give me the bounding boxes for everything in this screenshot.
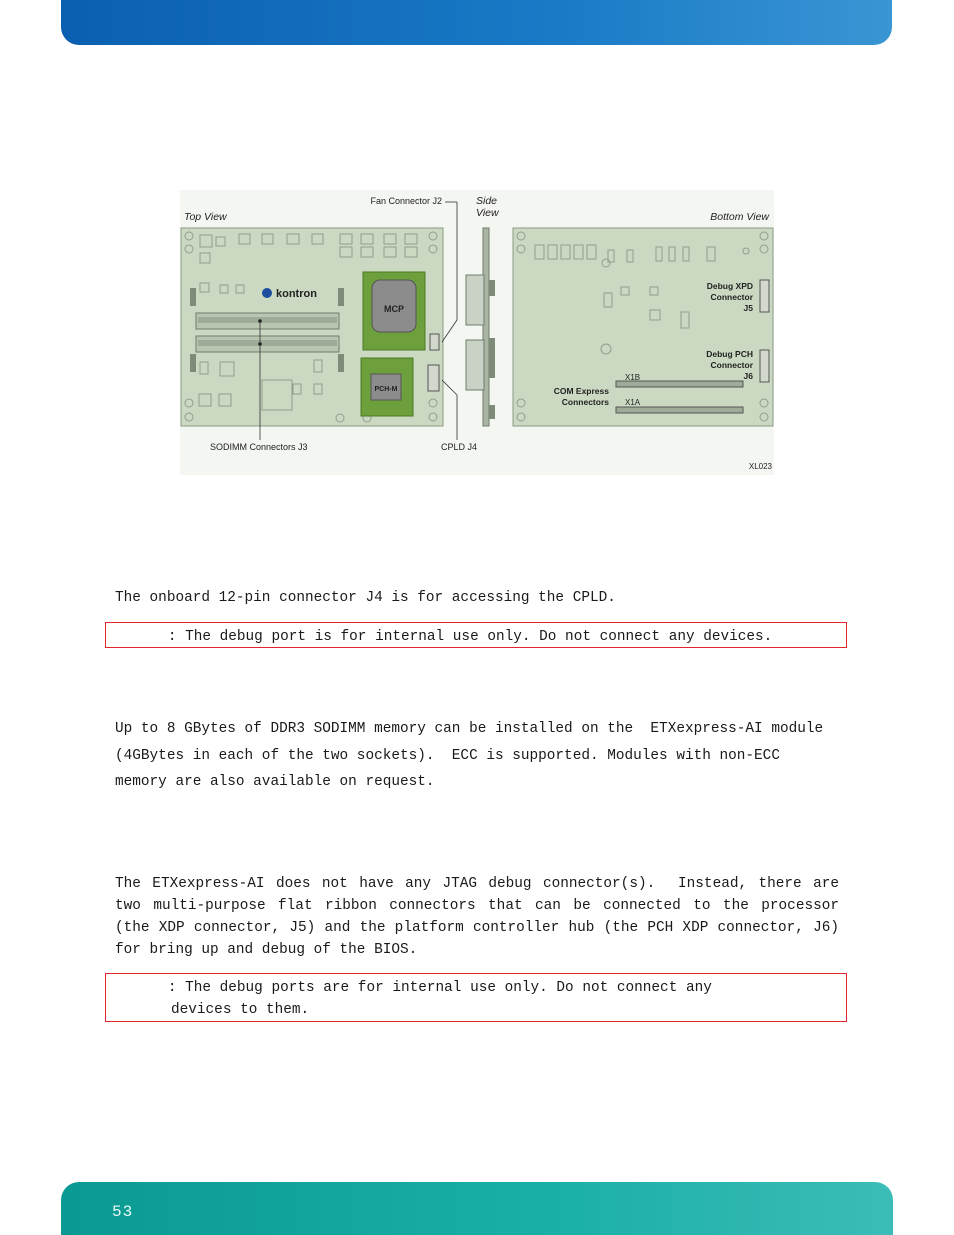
side-view-board <box>483 228 489 426</box>
debug-pch-label-2: Connector <box>710 360 753 370</box>
debug-xpd-label-3: J5 <box>743 303 753 313</box>
debug-pch-label-3: J6 <box>743 371 753 381</box>
page-number: 53 <box>112 1203 134 1221</box>
debug-note-line-1: : The debug ports are for internal use only. Do not connect any <box>116 980 712 996</box>
cpld-note-box <box>105 622 847 648</box>
cpld-note-text: : The debug port is for internal use only. Do not connect any devices. <box>116 629 773 645</box>
kontron-logo-text: kontron <box>276 288 317 300</box>
cpld-paragraph: The onboard 12-pin connector J4 is for accessing the CPLD. <box>115 590 616 606</box>
com-express-label-2: Connectors <box>561 397 609 407</box>
figure-code-label: XL023 <box>748 462 772 471</box>
sodimm-connectors-label: SODIMM Connectors J3 <box>210 442 308 452</box>
board-diagram <box>180 190 774 475</box>
bottom-view-label: Bottom View <box>710 211 769 223</box>
debug-xpd-label-1: Debug XPD <box>706 281 753 291</box>
cpld-label: CPLD J4 <box>441 442 478 452</box>
board-figure <box>180 190 774 475</box>
mcp-label: MCP <box>384 304 404 314</box>
fan-connector-label: Fan Connector J2 <box>370 196 442 206</box>
top-view-label: Top View <box>184 211 227 223</box>
footer-bar <box>61 1182 893 1235</box>
bottom-view-board <box>513 228 773 426</box>
com-express-label-1: COM Express <box>553 386 609 396</box>
side-view-label-2: View <box>476 207 499 219</box>
memory-paragraph: Up to 8 GBytes of DDR3 SODIMM memory can be installed on the ETXexpress-AI module (4GBytes in each of the two sockets). ECC is supported. Modules with non-ECC memory are also available on request. <box>115 721 832 790</box>
x1a-label: X1A <box>625 398 641 407</box>
header-bar <box>61 0 892 45</box>
side-view-label-1: Side <box>476 195 498 207</box>
debug-note-box <box>105 973 847 1022</box>
debug-paragraph: The ETXexpress-AI does not have any JTAG debug connector(s). Instead, there are two multi-purpose flat ribbon connectors that can be connected to the processor (the XDP connector, J5) and the platform controller hub (the PCH XDP connector, J6) for bring up and debug of the BIOS. <box>115 876 848 958</box>
debug-xpd-label-2: Connector <box>710 292 753 302</box>
debug-note-line-2: devices to them. <box>171 1002 310 1018</box>
x1b-label: X1B <box>625 373 641 382</box>
debug-pch-label-1: Debug PCH <box>706 349 753 359</box>
pch-label: PCH-M <box>374 386 398 393</box>
